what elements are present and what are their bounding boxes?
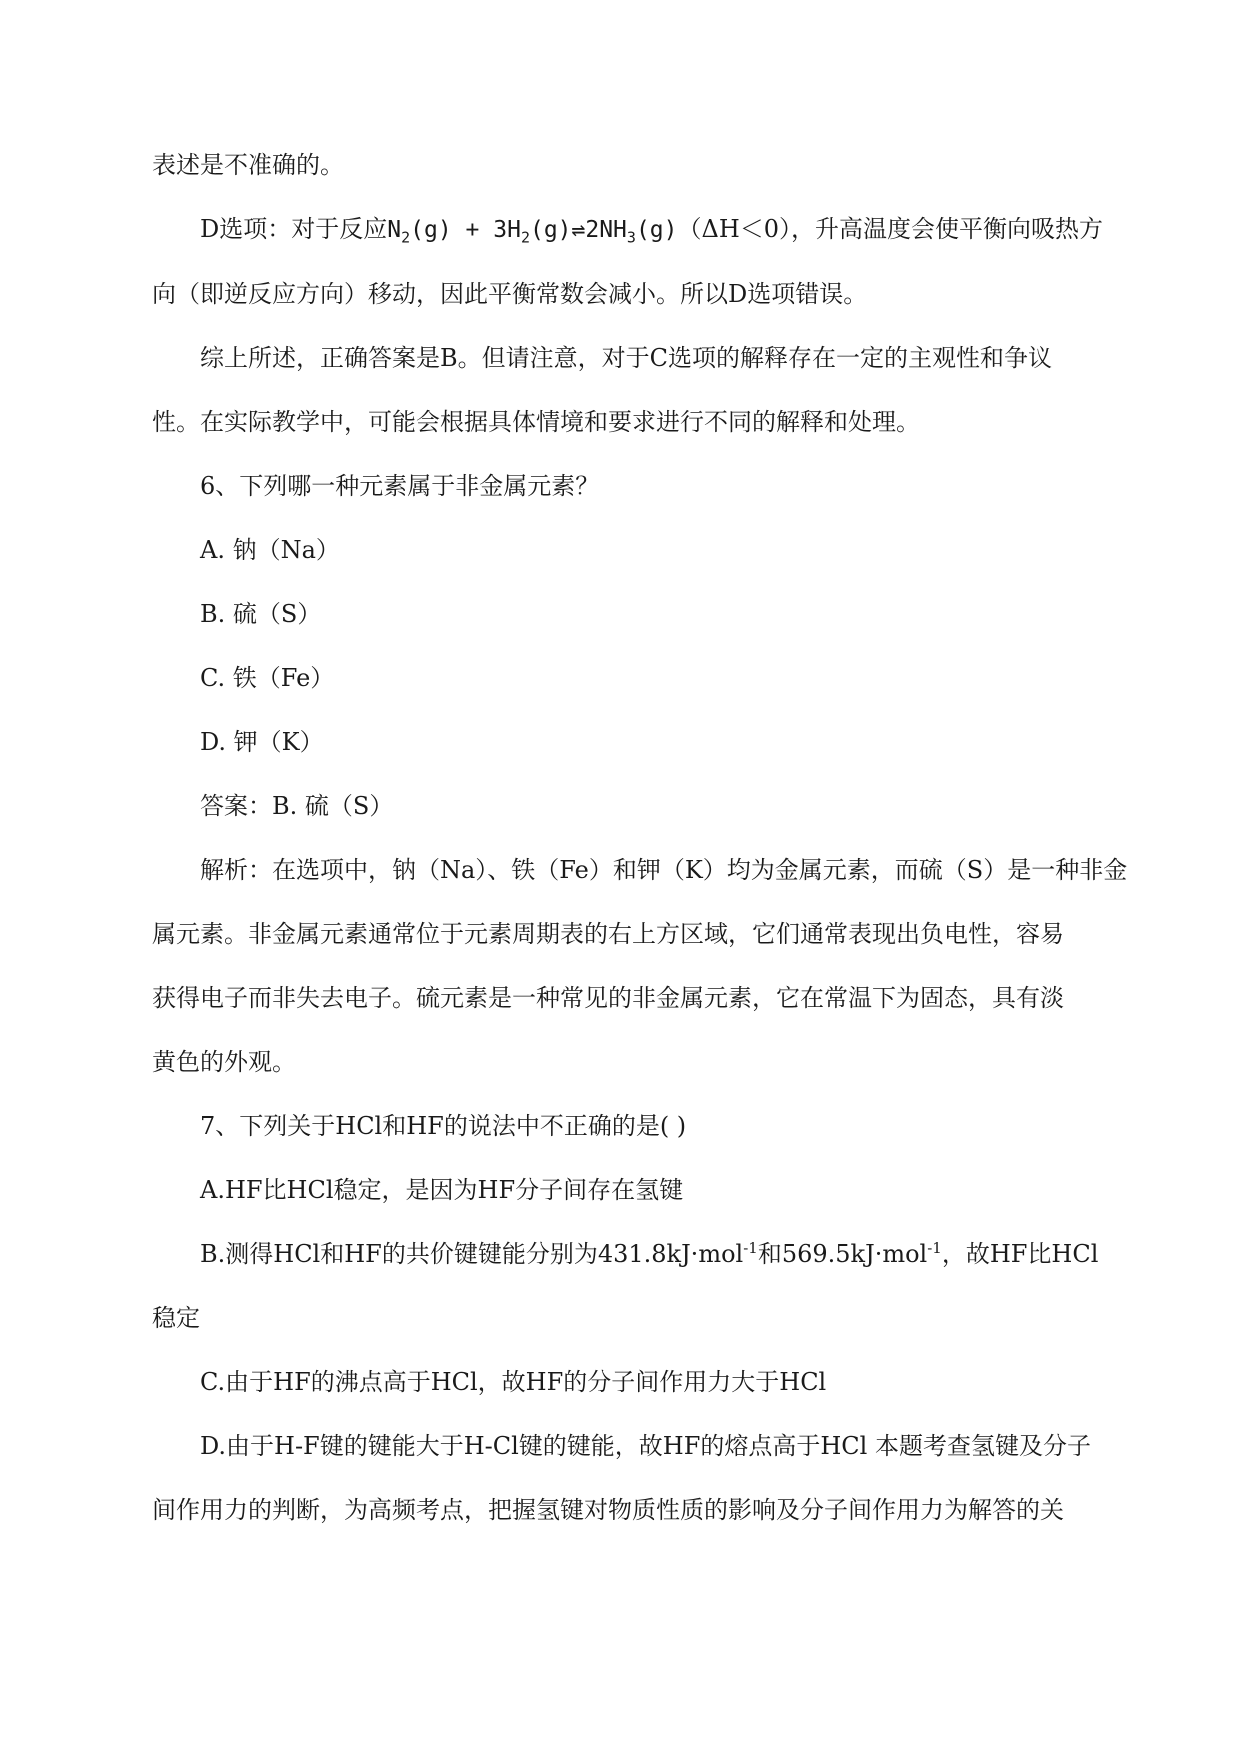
- explanation-line: 间作用力的判断，为高频考点，把握氢键对物质性质的影响及分子间作用力为解答的关: [152, 1496, 1064, 1524]
- superscript: -1: [927, 1239, 942, 1257]
- paragraph-line: 表述是不准确的。: [152, 151, 344, 179]
- h-subscript: 2: [520, 228, 530, 247]
- option-d: D. 钾（K）: [200, 728, 324, 756]
- question-6: 6、下列哪一种元素属于非金属元素？: [200, 472, 600, 500]
- explanation-line: 黄色的外观。: [152, 1048, 296, 1076]
- nh3-subscript: 3: [626, 228, 636, 247]
- superscript: -1: [743, 1239, 758, 1257]
- n-symbol: N: [387, 217, 402, 243]
- option-b: B. 硫（S）: [200, 600, 322, 628]
- paragraph-line: 向（即逆反应方向）移动，因此平衡常数会减小。所以D选项错误。: [152, 280, 868, 308]
- explanation-line: 获得电子而非失去电子。硫元素是一种常见的非金属元素，它在常温下为固态，具有淡: [152, 984, 1064, 1012]
- option-b-part: 和569.5kJ·mol: [757, 1240, 928, 1268]
- option-d: D.由于H-F键的键能大于H-Cl键的键能，故HF的熔点高于HCl 本题考查氢键及分子: [200, 1432, 1091, 1460]
- h-symbol: H: [507, 217, 521, 243]
- explanation-line: 属元素。非金属元素通常位于元素周期表的右上方区域，它们通常表现出负电性，容易: [152, 920, 1064, 948]
- option-a: A. 钠（Na）: [200, 536, 340, 564]
- option-b-part: ，故HF比HCl: [941, 1240, 1099, 1268]
- equation-part: (g) + 3: [410, 217, 508, 243]
- option-b-continued: 稳定: [152, 1304, 200, 1332]
- explanation-line: 解析：在选项中，钠（Na）、铁（Fe）和钾（K）均为金属元素，而硫（S）是一种非金: [200, 856, 1128, 884]
- option-b-part: B.测得HCl和HF的共价键键能分别为431.8kJ·mol: [200, 1240, 744, 1268]
- d-option-suffix: （ΔH＜0），升高温度会使平衡向吸热方: [677, 215, 1104, 243]
- paragraph-line: 综上所述，正确答案是B。但请注意，对于C选项的解释存在一定的主观性和争议: [200, 344, 1052, 372]
- d-option-line: [200, 212, 1140, 247]
- d-option-prefix: D选项：对于反应: [200, 215, 388, 243]
- equation-part: (g): [635, 217, 678, 243]
- option-c: C.由于HF的沸点高于HCl，故HF的分子间作用力大于HCl: [200, 1368, 827, 1396]
- equation-part: (g)⇌2NH: [529, 217, 627, 243]
- option-a: A.HF比HCl稳定，是因为HF分子间存在氢键: [200, 1176, 684, 1204]
- paragraph-line: 性。在实际教学中，可能会根据具体情境和要求进行不同的解释和处理。: [152, 408, 920, 436]
- answer-line: 答案：B. 硫（S）: [200, 792, 394, 820]
- option-c: C. 铁（Fe）: [200, 664, 335, 692]
- question-7: 7、下列关于HCl和HF的说法中不正确的是( ): [200, 1112, 687, 1140]
- option-b: [200, 1237, 1140, 1271]
- n-subscript: 2: [401, 228, 411, 247]
- reaction-equation: [387, 217, 678, 247]
